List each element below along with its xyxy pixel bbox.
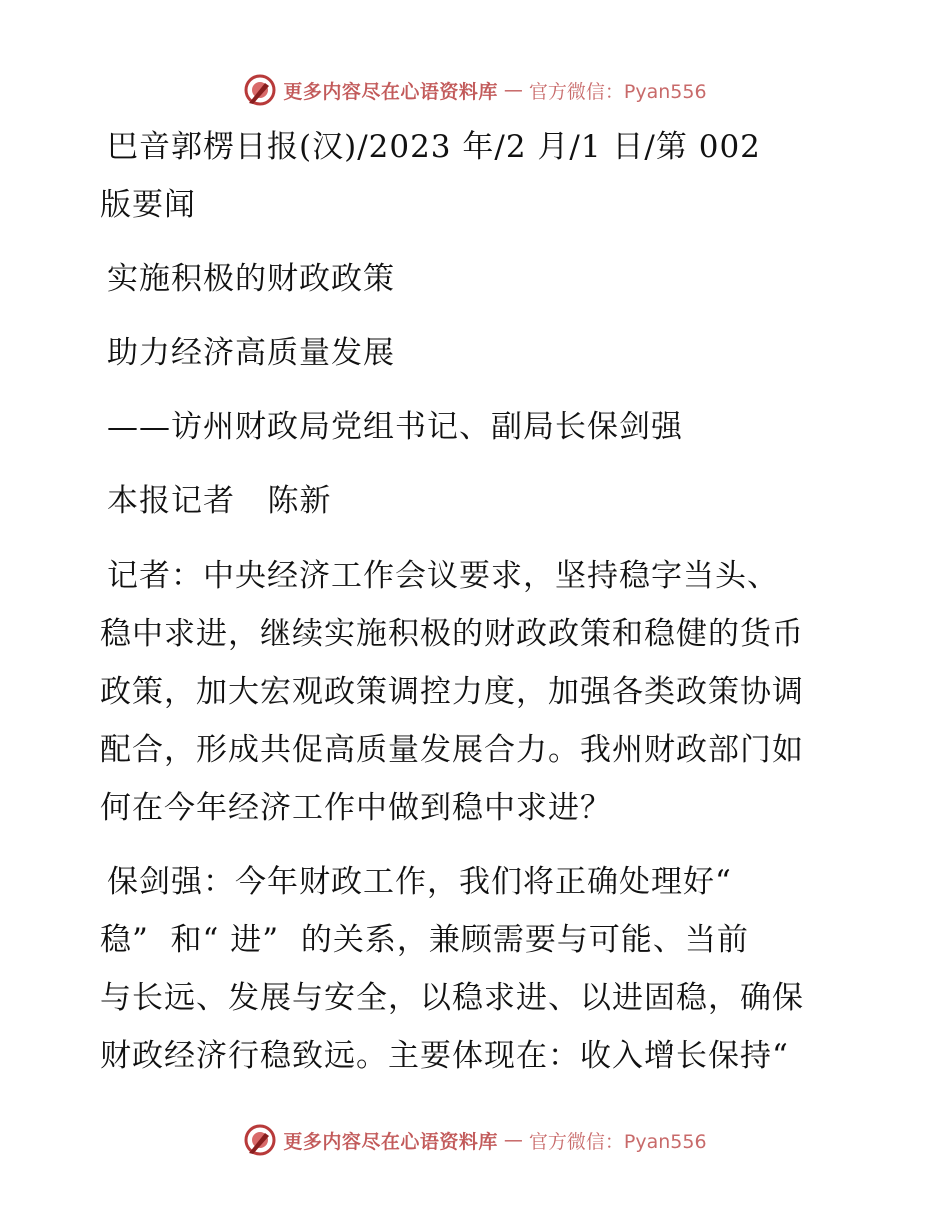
question-line-1: 记者：中央经济工作会议要求，坚持稳字当头、: [107, 558, 779, 594]
banner-main-text: 更多内容尽在心语资料库: [283, 80, 498, 103]
question-line-4: 配合，形成共促高质量发展合力。我州财政部门如: [100, 732, 804, 768]
masthead-line-1: 巴音郭楞日报(汉)/2023 年/2 月/1 日/第 002: [107, 129, 761, 165]
banner-wechat-text: 官方微信：Pyan556: [528, 1130, 707, 1153]
brush-logo-icon: [243, 73, 277, 107]
article-subtitle: 助力经济高质量发展: [107, 335, 395, 371]
question-line-2: 稳中求进，继续实施积极的财政政策和稳健的货币: [100, 616, 804, 652]
interviewee-line: ——访州财政局党组书记、副局长保剑强: [107, 409, 683, 445]
question-line-5: 何在今年经济工作中做到稳中求进？: [100, 790, 612, 826]
answer-line-1: 保剑强：今年财政工作，我们将正确处理好“: [107, 864, 732, 900]
banner-separator: —: [503, 79, 523, 101]
brush-logo-icon: [243, 1123, 277, 1157]
banner-main-text: 更多内容尽在心语资料库: [283, 1130, 498, 1153]
byline: 本报记者 陈新: [107, 483, 332, 519]
watermark-banner-top: [0, 70, 950, 110]
masthead-line-2: 版要闻: [100, 187, 196, 223]
watermark-banner-bottom: [0, 1120, 950, 1160]
question-line-3: 政策，加大宏观政策调控力度，加强各类政策协调: [100, 674, 804, 710]
banner-separator: —: [503, 1129, 523, 1151]
answer-line-3: 与长远、发展与安全，以稳求进、以进固稳，确保: [100, 980, 804, 1016]
banner-wechat-text: 官方微信：Pyan556: [528, 80, 707, 103]
answer-line-4: 财政经济行稳致远。主要体现在：收入增长保持“: [100, 1038, 789, 1074]
article-title: 实施积极的财政政策: [107, 261, 395, 297]
answer-line-2: 稳” 和“ 进” 的关系，兼顾需要与可能、当前: [100, 922, 749, 958]
